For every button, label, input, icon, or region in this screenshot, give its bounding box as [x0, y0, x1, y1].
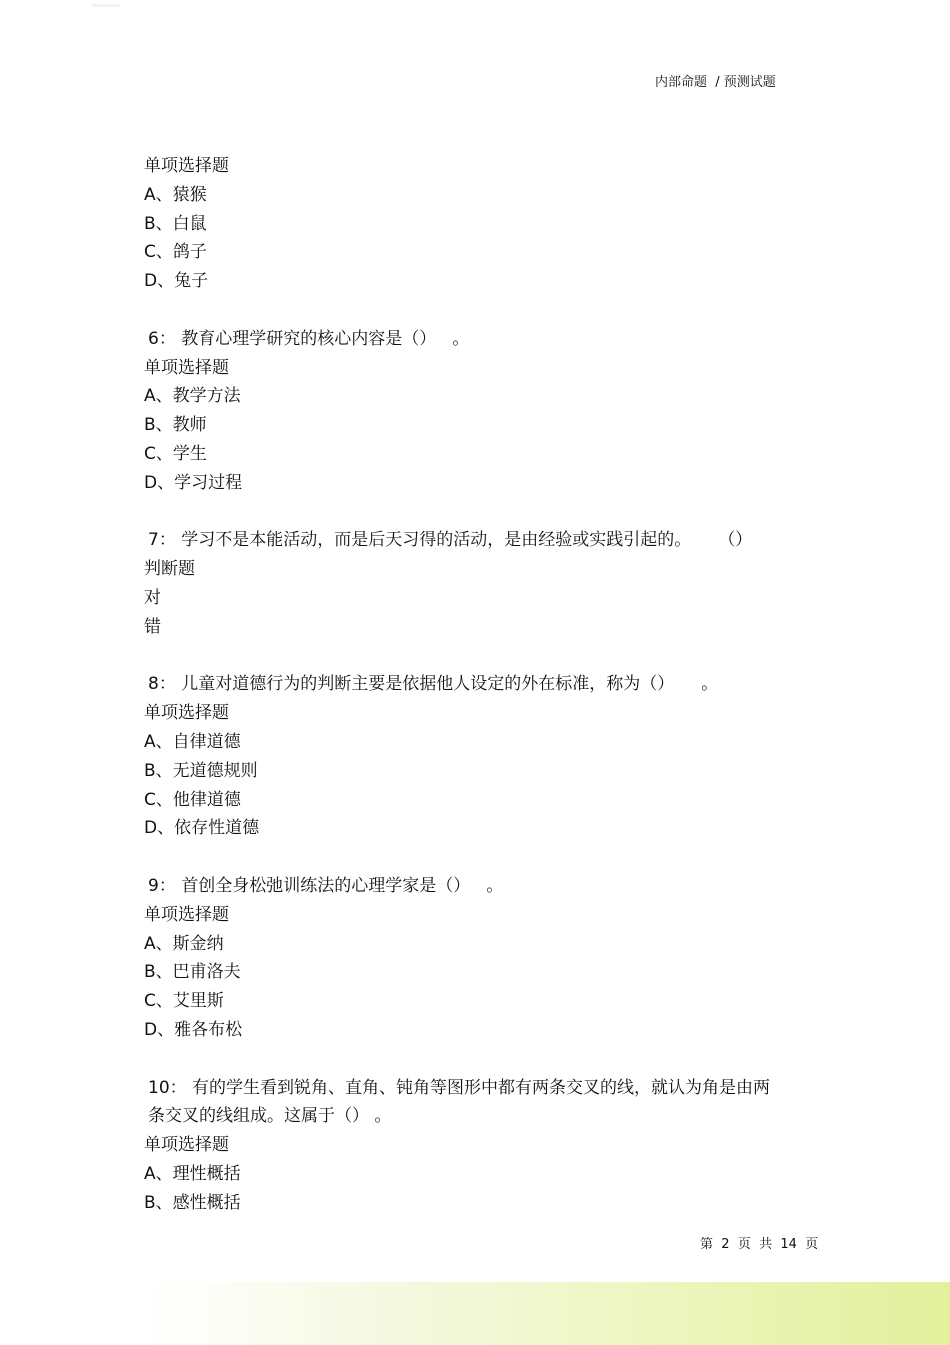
- option-b: B、感性概括: [144, 1192, 241, 1213]
- block-spacer: [144, 498, 784, 527]
- total-page-count: 14: [780, 1237, 797, 1252]
- footer-prefix: 第: [700, 1237, 714, 1252]
- question-text: 10： 有的学生看到锐角、直角、钝角等图形中都有两条交叉的线，就认为角是由两条交叉的线组成。这属于（） 。: [148, 1077, 771, 1127]
- footer-suffix: 页: [805, 1237, 819, 1252]
- option-d: D、雅各布松: [144, 1019, 243, 1040]
- question-block-7: [144, 526, 784, 641]
- option-b: B、无道德规则: [144, 760, 258, 781]
- option-c: C、他律道德: [144, 789, 241, 810]
- question-type-label: 单项选择题: [144, 1135, 229, 1156]
- block-spacer: [144, 1045, 784, 1074]
- option-d: D、依存性道德: [144, 818, 260, 839]
- option-a: A、斯金纳: [144, 933, 224, 954]
- option-b: B、巴甫洛夫: [144, 962, 241, 983]
- question-text: 8： 儿童对道德行为的判断主要是依据他人设定的外在标准，称为（） 。: [148, 674, 719, 695]
- footer-middle: 页 共: [737, 1237, 773, 1252]
- option-a: A、教学方法: [144, 386, 241, 407]
- question-block-9: [144, 872, 784, 1045]
- option-d: D、学习过程: [144, 472, 243, 493]
- option-false: 错: [144, 616, 161, 637]
- question-text: 6： 教育心理学研究的核心内容是（） 。: [148, 328, 470, 349]
- question-text: 7： 学习不是本能活动，而是后天习得的活动，是由经验或实践引起的。 （）: [148, 530, 753, 551]
- scan-mark: [92, 4, 120, 7]
- option-c: C、艾里斯: [144, 991, 224, 1012]
- question-type-label: 单项选择题: [144, 156, 229, 176]
- question-text: 9： 首创全身松弛训练法的心理学家是（） 。: [148, 875, 504, 896]
- question-block-10: [144, 1074, 784, 1218]
- option-d: D、兔子: [144, 271, 209, 292]
- option-c: C、鸽子: [144, 242, 207, 263]
- option-a: A、自律道德: [144, 731, 241, 752]
- option-a: A、猿猴: [144, 184, 207, 205]
- exam-content: [144, 152, 784, 1217]
- question-block-5: [144, 152, 784, 296]
- option-true: 对: [144, 587, 161, 608]
- question-type-label: 判断题: [144, 559, 195, 580]
- decorative-gradient-band: [0, 1282, 950, 1345]
- option-a: A、理性概括: [144, 1163, 241, 1184]
- page-footer: [700, 1233, 818, 1252]
- question-type-label: 单项选择题: [144, 703, 229, 724]
- block-spacer: [144, 642, 784, 671]
- option-b: B、白鼠: [144, 213, 207, 234]
- question-block-8: [144, 670, 784, 843]
- header-note: 内部命题 / 预测试题: [655, 75, 776, 90]
- block-spacer: [144, 296, 784, 325]
- current-page-number: 2: [721, 1237, 730, 1252]
- question-type-label: 单项选择题: [144, 904, 229, 925]
- question-type-label: 单项选择题: [144, 357, 229, 378]
- question-block-6: [144, 325, 784, 498]
- option-c: C、学生: [144, 443, 207, 464]
- block-spacer: [144, 843, 784, 872]
- option-b: B、教师: [144, 415, 207, 436]
